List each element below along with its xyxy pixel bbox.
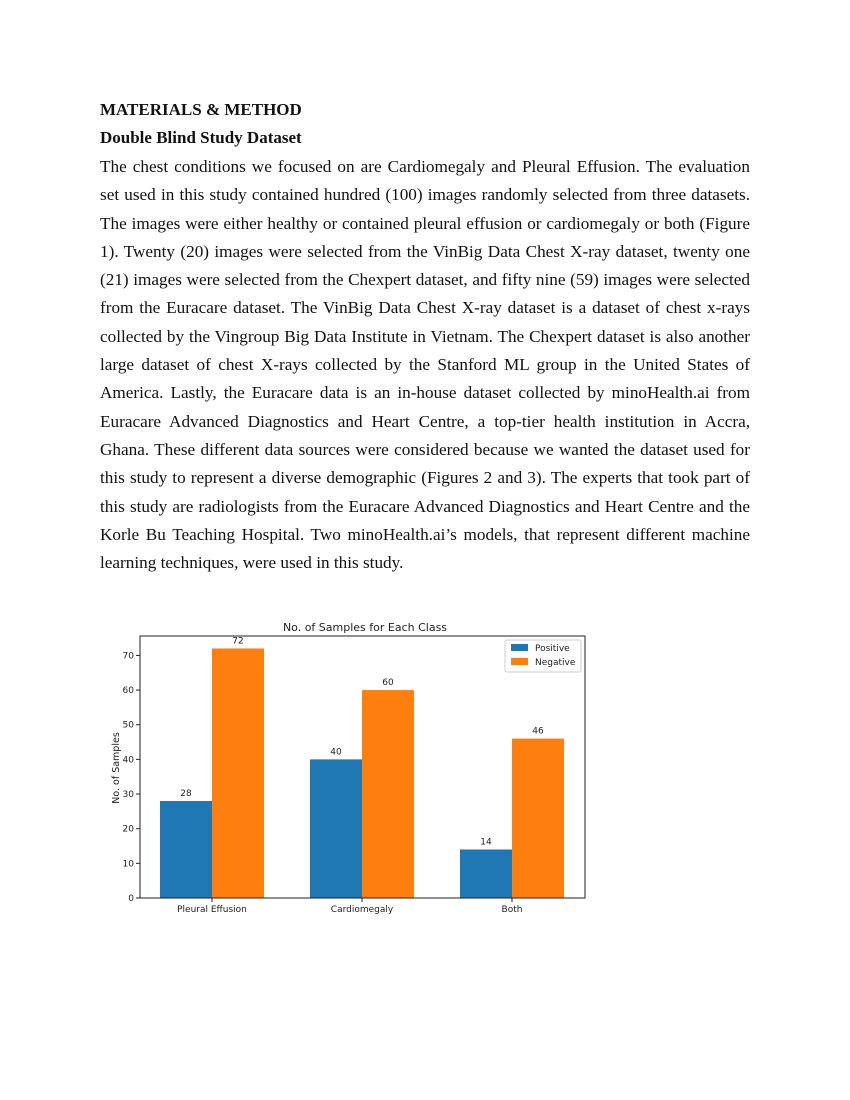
section-title: MATERIALS & METHOD	[100, 100, 302, 119]
body-paragraph: The chest conditions we focused on are Cardiomegaly and Pleural Effusion. The evaluation set used in this study contained hundred (100) images randomly selected from three datasets. The images were either healthy or contained pleural effusion or cardiomegaly or both (Figure 1). Twenty (20) images were selected from the VinBig Data Chest X-ray dataset, twenty one (21) images were selected from the Chexpert dataset, and fifty nine (59) images were selected from the Euracare dataset. The VinBig Data Chest X-ray dataset is a dataset of chest x-rays collected by the Vingroup Big Data Institute in Vietnam. The Chexpert dataset is also another large dataset of chest X-rays collected by the Stanford ML group in the United States of America. Lastly, the Euracare data is an in-house dataset collected by minoHealth.ai from Euracare Advanced Diagnostics and Heart Centre, a top-tier health institution in Accra, Ghana. These different data sources were considered because we wanted the dataset used for this study to represent a diverse demographic (Figures 2 and 3). The experts that took part of this study are radiologists from the Euracare Advanced Diagnostics and Heart Centre and the Korle Bu Teaching Hospital. Two minoHealth.ai’s models, that represent different machine learning techniques, were used in this study.	[100, 157, 750, 573]
legend-label-positive: Positive	[535, 644, 570, 654]
x-tick-label: Both	[501, 905, 523, 915]
x-ticks-layer	[177, 898, 522, 915]
x-tick-label: Cardiomegaly	[330, 905, 394, 915]
bar-negative-cardiomegaly	[362, 690, 414, 898]
x-tick-label: Pleural Effusion	[177, 905, 247, 915]
y-tick-label: 40	[122, 755, 134, 766]
y-tick-label: 20	[122, 824, 134, 835]
y-ticks-layer	[123, 651, 140, 904]
legend-swatch-negative	[511, 658, 528, 665]
data-label-positive-both: 14	[480, 837, 492, 848]
y-tick-label: 0	[128, 894, 134, 904]
legend	[505, 640, 581, 672]
bar-negative-both	[512, 739, 564, 898]
y-axis-label: No. of Samples	[111, 732, 122, 804]
data-label-negative-cardiomegaly: 60	[382, 678, 394, 689]
y-tick-label: 10	[122, 859, 134, 870]
chart-title: No. of Samples for Each Class	[282, 621, 448, 634]
data-label-positive-cardiomegaly: 40	[330, 747, 342, 758]
legend-swatch-positive	[511, 644, 528, 651]
data-label-positive-pleural-effusion: 28	[180, 788, 192, 799]
bar-chart	[100, 615, 600, 920]
y-tick-label: 50	[122, 720, 134, 731]
bar-positive-pleural-effusion	[160, 801, 212, 898]
legend-label-negative: Negative	[535, 658, 576, 668]
data-label-negative-both: 46	[532, 726, 544, 737]
y-tick-label: 70	[122, 651, 134, 662]
y-tick-label: 30	[122, 790, 134, 801]
data-label-negative-pleural-effusion: 72	[232, 636, 244, 647]
bar-negative-pleural-effusion	[212, 648, 264, 898]
bar-positive-cardiomegaly	[310, 759, 362, 898]
bar-positive-both	[460, 849, 512, 898]
y-tick-label: 60	[122, 686, 134, 697]
subsection-title: Double Blind Study Dataset	[100, 128, 302, 147]
bars-layer	[160, 648, 564, 898]
